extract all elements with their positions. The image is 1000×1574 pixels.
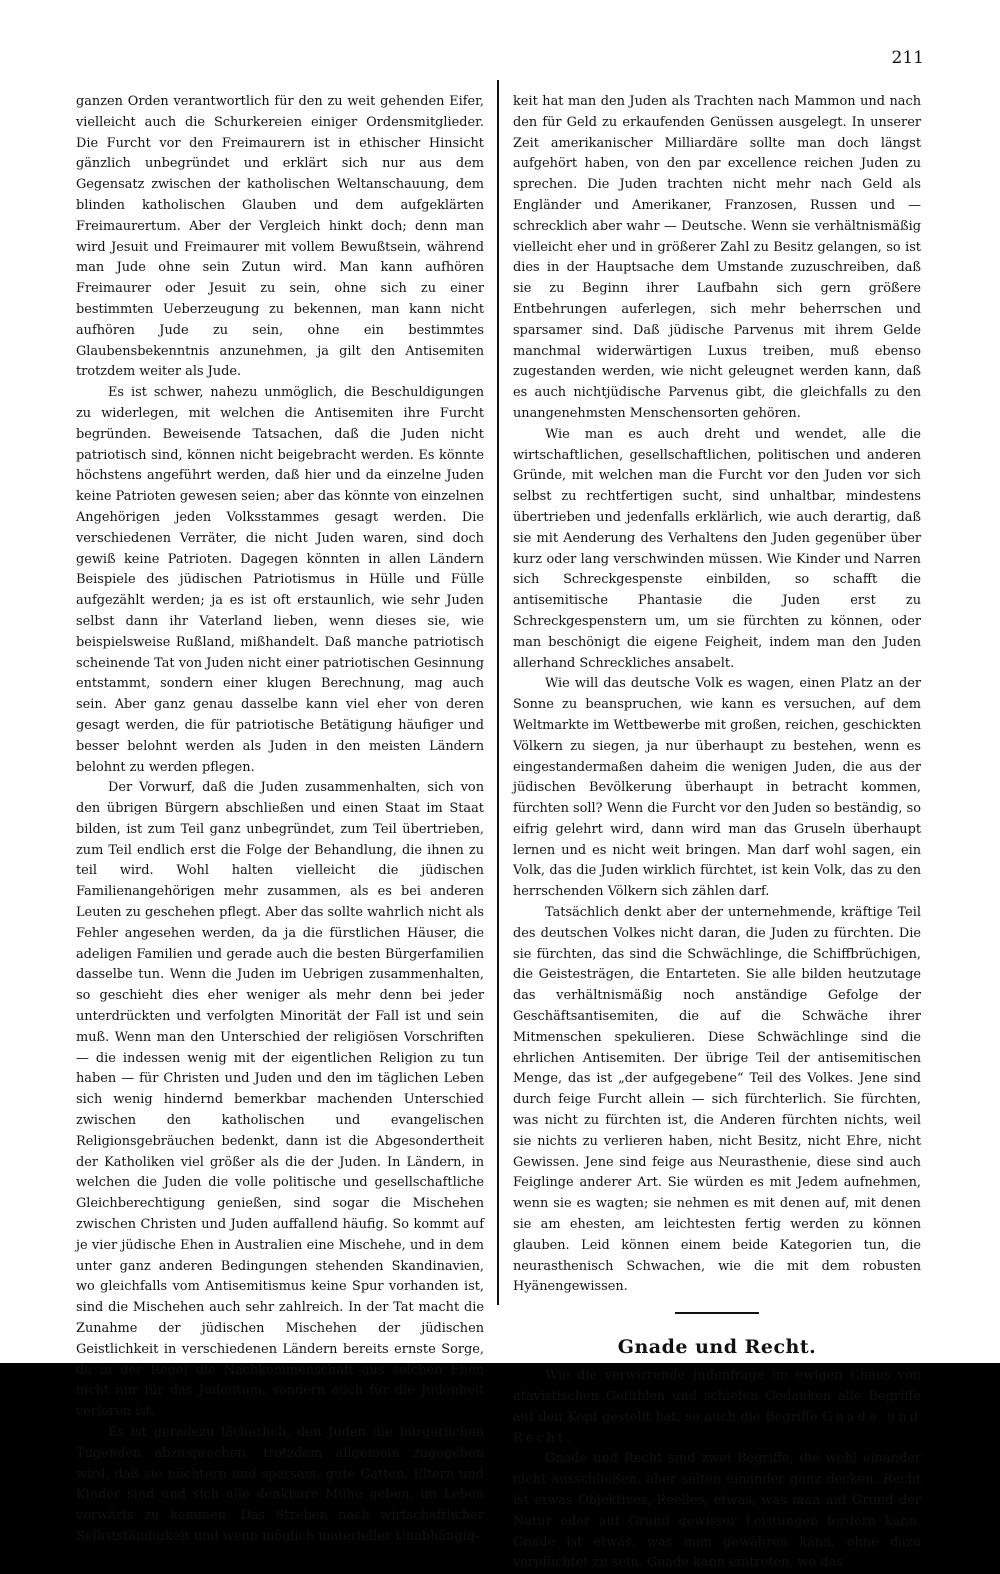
paragraph: keit hat man den Juden als Trachten nach Mammon und nach den für Geld zu erkaufenden Genüssen ausgelegt. In unserer Zeit amerikanischer Milliardäre sollte man doch längst aufgehört haben, von den par excellence reichen Juden zu sprechen. Die Juden trachten nicht mehr nach Geld als Engländer und Amerikaner, Franzosen, Russen und — schrecklich aber wahr — Deutsche. Wenn sie verhältnismäßig vielleicht eher und in größerer Zahl zu Besitz gelangen, so ist dies in der Hauptsache dem Umstande zuzuschreiben, daß sie zu Beginn ihrer Laufbahn sich gern größere Entbehrungen auferlegen, sich mehr beherrschen und sparsamer sind. Daß jüdische Parvenus mit ihrem Gelde manchmal widerwärtigen Luxus treiben, muß ebenso zugestanden werden, wie nicht geleugnet werden kann, daß es auch nichtjüdische Parvenus gibt, die gleichfalls zu den unangenehmsten Menschensorten gehören. (513, 94, 921, 421)
emphasized-term: Gnade und Recht (513, 1409, 921, 1446)
paragraph: Tatsächlich denkt aber der unternehmende, kräftige Teil des deutschen Volkes nicht daran, die Juden zu fürchten. Die sie fürchten, das sind die Schwächlinge, die Schiffbrüchigen, die Geistesträgen, die Entarteten. Sie alle bilden heutzutage das verhältnismäßig noch anständige Gefolge der Geschäftsantisemiten, die auf die Schwäche ihrer Mitmenschen spekulieren. Diese Schwächlinge sind die ehrlichen Antisemiten. Der übrige Teil der antisemitischen Menge, das ist „der aufgegebene“ Teil des Volkes. Jene sind durch feige Furcht allein — sich fürchterlich. Sie fürchten, was nicht zu fürchten ist, die Anderen fürchten nichts, weil sie nichts zu verlieren haben, nicht Besitz, nicht Ehre, nicht Gewissen. Jene sind feige aus Neurasthenie, diese sind auch Feiglinge anderer Art. Sie würden es mit Jedem aufnehmen, wenn sie es wagten; sie nehmen es mit denen auf, mit denen sie am ehesten, am leichtesten fertig werden zu können glauben. Leid können einem beide Kategorien tun, die neurasthenisch Schwachen, wie die mit dem robusten Hyänengewissen. (513, 905, 921, 1295)
paragraph: Wie will das deutsche Volk es wagen, einen Platz an der Sonne zu beanspruchen, wie kann es versuchen, auf dem Weltmarkte im Wettbewerbe mit großen, reichen, geschickten Völkern zu siegen, ja nur überhaupt zu bestehen, wenn es eingestandermaßen daheim die wenigen Juden, die aus der jüdischen Bevölkerung überhaupt in betracht kommen, fürchten soll? Wenn die Furcht vor den Juden so beständig, so eifrig gelehrt wird, dann wird man das Gruseln überhaupt lernen und es nicht weit bringen. Man darf wohl sagen, ein Volk, das die Juden wirklich fürchtet, ist kein Volk, das zu den herrschenden Völkern sich zählen darf. (513, 676, 921, 900)
section-title: Gnade und Recht. (617, 1336, 817, 1359)
paragraph-text: Wie die verwirrende Judenfrage im ewigen Chaos von atavistischen Gefühlen und schiefen Gedanken alle Begriffe auf den Kopf gestellt hat, so auch die Begriffe (513, 1368, 921, 1425)
right-column (513, 92, 921, 1571)
column-divider (497, 80, 499, 1305)
paragraph: Gnade und Recht sind zwei Begriffe, die wohl einander nicht ausschließen, aber selten einander ganz decken. Recht ist etwas Objektives, Reelles, etwas, was man auf Grund der Natur oder auf Grund gewisser Leistungen fordern kann. Gnade ist etwas, was man gewähren kann, ohne dazu verpflichtet zu sein. Gnade kann eintreten, wo das (513, 1451, 921, 1571)
paragraph: Es ist schwer, nahezu unmöglich, die Beschuldigungen zu widerlegen, mit welchen die Antisemiten ihre Furcht begründen. Beweisende Tatsachen, daß die Juden nicht patriotisch sind, können nicht beigebracht werden. Es könnte höchstens angeführt werden, daß hier und da einzelne Juden keine Patrioten gewesen seien; aber das könnte von einzelnen Angehörigen jeden Volksstammes gesagt werden. Die verschiedenen Verräter, die nicht Juden waren, sind doch gewiß keine Patrioten. Dagegen könnten in allen Ländern Beispiele des jüdischen Patriotismus in Hülle und Fülle aufgezählt werden; ja es ist oft erstaunlich, wie sehr Juden selbst dann ihr Vaterland lieben, wenn dieses sie, wie beispielsweise Rußland, mißhandelt. Daß manche patriotisch scheinende Tat von Juden nicht einer patriotischen Gesinnung entstammt, sondern einer klugen Berechnung, mag auch sein. Aber ganz genau dasselbe kann viel eher von deren gesagt werden, die für patriotische Betätigung häufiger und besser belohnt werden als Juden in den meisten Ländern belohnt zu werden pflegen. (76, 385, 484, 775)
section-divider-rule (675, 1312, 759, 1314)
left-column (76, 92, 484, 1544)
paragraph: Der Vorwurf, daß die Juden zusammenhalten, sich von den übrigen Bürgern abschließen und einen Staat im Staat bilden, ist zum Teil ganz unbegründet, zum Teil übertrieben, zum Teil endlich erst die Folge der Behandlung, die ihnen zu teil wird. Wohl halten vielleicht die jüdischen Familienangehörigen mehr zusammen, als es bei anderen Leuten zu geschehen pflegt. Aber das sollte wahrlich nicht als Fehler angesehen werden, da ja die fürstlichen Häuser, die adeligen Familien und gerade auch die besten Bürgerfamilien dasselbe tun. Wenn die Juden im Uebrigen zusammenhalten, so geschieht dies eher weniger als mehr denn bei jeder unterdrückten und verfolgten Minorität der Fall ist und sein muß. Wenn man den Unterschied der religiösen Vorschriften — die indessen wenig mit der eigentlichen Religion zu tun haben — für Christen und Juden und den im täglichen Leben sich wenig hindernd bemerkbar machenden Unterschied zwischen den katholischen und evangelischen Religionsgebräuchen bedenkt, dann ist die Abgesondertheit der Katholiken viel größer als die der Juden. In Ländern, in welchen die Juden die volle politische und gesellschaftliche Gleichberechtigung genießen, sind sogar die Mischehen zwischen Christen und Juden auffallend häufig. So kommt auf je vier jüdische Ehen in Australien eine Mischehe, und in dem unter ganz anderen Bedingungen stehenden Skandinavien, wo gleichfalls vom Antisemitismus keine Spur vorhanden ist, sind die Mischehen auch sehr zahlreich. In der Tat macht die Zunahme der jüdischen Mischehen der jüdischen Geistlichkeit in verschiedenen Ländern bereits ernste Sorge, da in der Regel die Nachkommenschaft aus solchen Ehen nicht nur für das Judentum, sondern auch für die Judenheit verloren ist. (76, 780, 484, 1420)
paragraph: Wie man es auch dreht und wendet, alle die wirtschaftlichen, gesellschaftlichen, politischen und anderen Gründe, mit welchen man die Furcht vor den Juden vor sich selbst zu rechtfertigen sucht, sind unhaltbar, mindestens übertrieben und jedenfalls erklärlich, wie auch derartig, daß sie mit Aenderung des Verhaltens den Juden gegenüber über kurz oder lang verschwinden müssen. Wie Kinder und Narren sich Schreckgespenste einbilden, so schafft die antisemitische Phantasie die Juden erst zu Schreckgespenstern um, um sie fürchten zu können, oder man beschönigt die eigene Feigheit, indem man den Juden allerhand Schreckliches ansabelt. (513, 426, 921, 671)
paragraph: Es ist geradezu lächerlich, den Juden die bürgerlichen Tugenden abzusprechen, trotzdem allgemein zugegeben wird, daß sie nüchtern und sparsam, gute Gatten, Eltern und Kinder sind und sich alle denkbare Mühe geben, im Leben vorwärts zu kommen. Das Streben nach wirtschaftlicher Selbstständigkeit und wenn möglich materieller Unabhängig- (76, 1425, 484, 1544)
paragraph (513, 1366, 921, 1449)
paragraph: ganzen Orden verantwortlich für den zu weit gehenden Eifer, vielleicht auch die Schurkereien einiger Ordensmitglieder. Die Furcht vor den Freimaurern ist in ethischer Hinsicht gänzlich unbegründet und erklärt sich nur aus dem Gegensatz zwischen der katholischen Weltanschauung, dem blinden katholischen Glauben und dem aufgeklärten Freimaurertum. Aber der Vergleich hinkt doch; denn man wird Jesuit und Freimaurer mit vollem Bewußtsein, während man Jude ohne sein Zutun wird. Man kann aufhören Freimaurer oder Jesuit zu sein, ohne sich zu einer bestimmten Ueberzeugung zu bekennen, man kann nicht aufhören Jude zu sein, ohne ein bestimmtes Glaubensbekenntnis anzunehmen, ja gilt den Antisemiten trotzdem weiter als Jude. (76, 94, 484, 380)
paragraph-text: . (566, 1430, 571, 1446)
page-number: 211 (891, 48, 924, 68)
